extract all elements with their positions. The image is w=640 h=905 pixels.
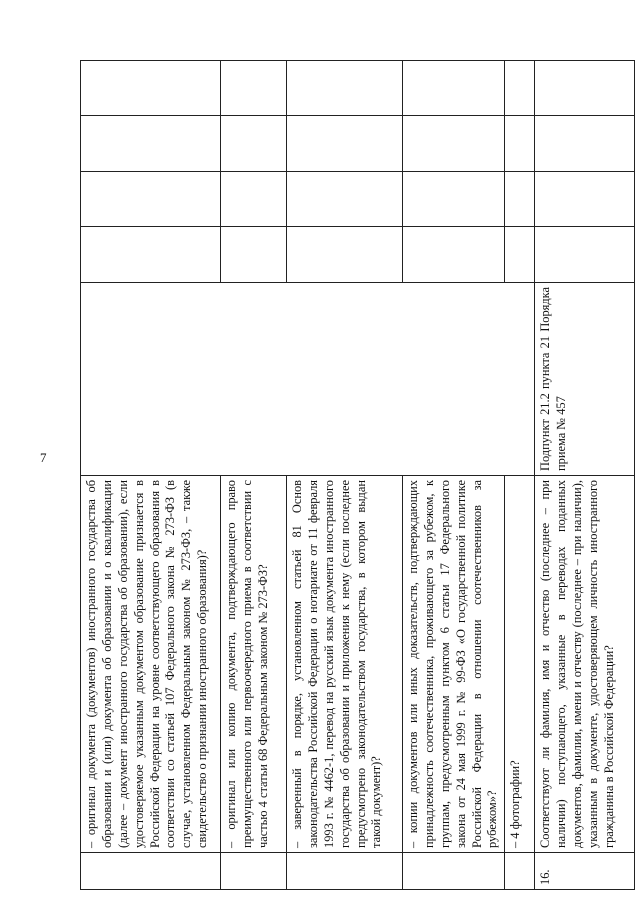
notes-cell <box>287 61 403 117</box>
row-number: 16. <box>535 853 635 890</box>
answer-cell-yes <box>403 227 505 283</box>
answer-cell-na <box>535 116 635 172</box>
answer-cell-yes <box>287 227 403 283</box>
table-row <box>505 61 535 890</box>
answer-cell-yes <box>81 227 221 283</box>
row-number <box>221 853 287 890</box>
answer-cell-na <box>287 116 403 172</box>
answer-cell-no <box>81 172 221 228</box>
question-cell: – оригинал документа (документов) иностранного государства об образовании и (или) документа об образовании и о квалификации (далее – документ иностранного государства об образовании), если удостоверяемое указанным документом образование признается в Российской Федерации на уровне соответствующего образования в соответствии со статьей 107 Федерального закона № 273-ФЗ (в случае, установленном Федеральным законом № 273-ФЗ, – также свидетельство о признании иностранного образования)? <box>81 476 221 853</box>
table-row <box>535 61 635 890</box>
notes-cell <box>535 61 635 117</box>
table-row <box>287 61 403 890</box>
table-row <box>221 61 287 890</box>
answer-cell-na <box>403 116 505 172</box>
question-cell: Соответствуют ли фамилия, имя и отчество (последнее – при наличии) поступающего, указанные в переводах поданных документов, фамилии, имени и отчеству (последнее – при наличии), указанным в документе, удостоверяющем личность иностранного гражданина в Российской Федерации? <box>535 476 635 853</box>
table-row <box>81 61 221 890</box>
answer-cell-na <box>221 116 287 172</box>
answer-cell-na <box>81 116 221 172</box>
reference-cell <box>81 283 535 476</box>
answer-cell-no <box>535 172 635 228</box>
answer-cell-yes <box>505 227 535 283</box>
row-number <box>403 853 505 890</box>
reference-cell: Подпункт 21.2 пункта 21 Порядка приема № 457 <box>535 283 635 476</box>
question-cell: – копии документов или иных доказательств, подтверждающих принадлежность соотечественника, проживающего за рубежом, к группам, предусмотренным пунктом 6 статьи 17 Федерального закона от 24 мая 1999 г. № 99-ФЗ «О государственной политике Российской Федерации в отношении соотечественников за рубежом»? <box>403 476 505 853</box>
notes-cell <box>221 61 287 117</box>
question-cell: – 4 фотографии? <box>505 476 535 853</box>
row-number <box>81 853 221 890</box>
answer-cell-yes <box>221 227 287 283</box>
answer-cell-no <box>403 172 505 228</box>
question-cell: – заверенный в порядке, установленном статьей 81 Основ законодательства Российской Федерации о нотариате от 11 февраля 1993 г. № 4462-1, перевод на русский язык документа иностранного государства об образовании и приложения к нему (если последнее предусмотрено законодательством государства, в котором выдан такой документ)? <box>287 476 403 853</box>
notes-cell <box>403 61 505 117</box>
notes-cell <box>505 61 535 117</box>
answer-cell-no <box>505 172 535 228</box>
answer-cell-no <box>287 172 403 228</box>
notes-cell <box>81 61 221 117</box>
page-number: 7 <box>40 450 47 465</box>
row-number <box>505 853 535 890</box>
checklist-table <box>80 60 635 890</box>
rotated-table-wrapper <box>80 60 630 890</box>
answer-cell-yes <box>535 227 635 283</box>
answer-cell-na <box>505 116 535 172</box>
row-number <box>287 853 403 890</box>
question-cell: – оригинал или копию документа, подтверждающего право преимущественного или первоочередного приема в соответствии с частью 4 статьи 68 Федеральным законом № 273-ФЗ? <box>221 476 287 853</box>
table-row <box>403 61 505 890</box>
answer-cell-no <box>221 172 287 228</box>
